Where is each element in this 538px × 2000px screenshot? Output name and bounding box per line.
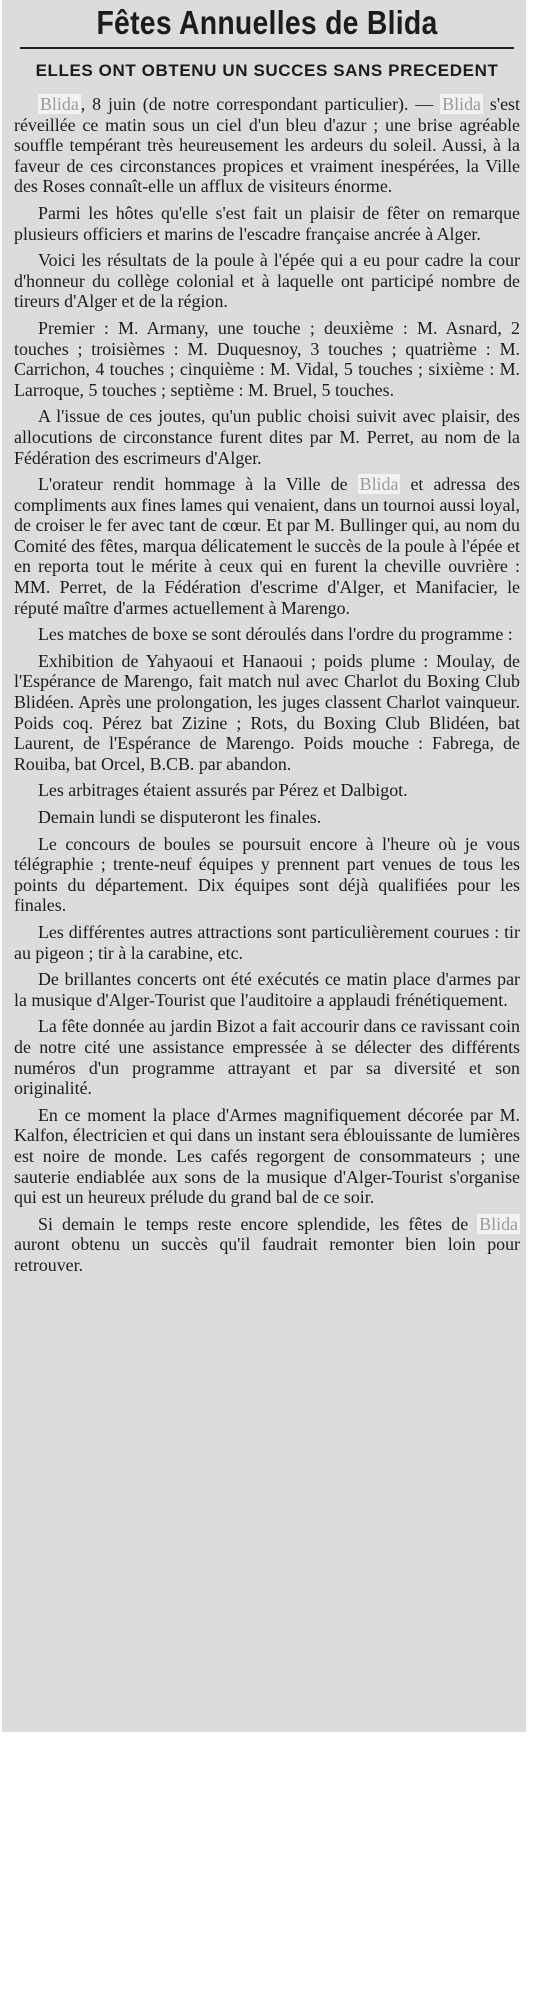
article-paragraph — [14, 834, 520, 916]
paragraph-text: Demain lundi se disputeront les finales. — [38, 807, 322, 827]
headline-rule — [20, 47, 514, 49]
article-paragraph — [14, 922, 520, 963]
paragraph-text: Les matches de boxe se sont déroulés dans l'ordre du programme : — [38, 624, 513, 645]
newspaper-clipping — [2, 0, 526, 1732]
place-name: Blida — [359, 474, 399, 495]
article-paragraph — [14, 94, 520, 197]
paragraph-text: Si demain le temps reste encore splendide, les fêtes de — [38, 1213, 478, 1234]
article-paragraph — [14, 624, 520, 645]
article-paragraph — [14, 250, 520, 312]
paragraph-text: s'est réveillée ce matin sous un ciel d'un bleu d'azur ; une brise agréable souffle tempérant très heureusement les ardeurs du soleil. Aussi, à la faveur de ces circonstances propices et vraiment inespérées, la Ville des Roses connaît-elle un afflux de visiteurs énorme. — [14, 94, 520, 197]
article-paragraph — [14, 1016, 520, 1098]
paragraph-text: De brillantes concerts ont été exécutés ce matin place d'armes par la musique d'Alger-Tourist que l'auditoire a applaudi frénétiquement. — [14, 969, 520, 1010]
article-paragraph — [14, 474, 520, 618]
article-paragraph — [14, 318, 520, 400]
article-paragraph — [14, 406, 520, 468]
article-paragraph — [14, 1214, 520, 1276]
article-body — [14, 94, 520, 1275]
place-name: Blida — [40, 94, 79, 114]
paragraph-text: Voici les résultats de la poule à l'épée qui a eu pour cadre la cour d'honneur du collège colonial et à laquelle ont participé nombre de tireurs d'Alger et de la région. — [14, 250, 520, 312]
headline-title: Fêtes Annuelles de Blida — [96, 4, 438, 41]
article-paragraph — [14, 651, 520, 775]
paragraph-text: Le concours de boules se poursuit encore à l'heure où je vous télégraphie ; trente-neuf équipes y prennent part venues de tous les points du département. Dix équipes sont déjà qualifiées pour les finales. — [14, 833, 520, 916]
place-name: Blida — [479, 1213, 518, 1234]
paragraph-text: , 8 juin (de notre correspondant particulier). — — [80, 94, 441, 114]
paragraph-text: Exhibition de Yahyaoui et Hanaoui ; poids plume : Moulay, de l'Espérance de Marengo, fait match nul avec Charlot du Boxing Club Blidéen. Après une prolongation, les juges classent Charlot vainqueur. Poids coq. Pérez bat Zizine ; Rots, du Boxing Club Blidéen, bat Laurent, de l'Espérance de Marengo. Poids mouche : Fabrega, de Rouiba, bat Orcel, B.CB. par abandon. — [14, 650, 520, 774]
article-paragraph — [14, 1105, 520, 1208]
paragraph-text: L'orateur rendit hommage à la Ville de — [38, 474, 358, 495]
paragraph-text: Les différentes autres attractions sont particulièrement courues : tir au pigeon ; tir à la carabine, etc. — [14, 921, 520, 963]
paragraph-text: En ce moment la place d'Armes magnifiquement décorée par M. Kalfon, électricien et qui dans un instant sera éblouissante de lumières est noire de monde. Les cafés regorgent de consommateurs ; une sauterie endiablée aux sons de la musique d'Alger-Tourist s'organise qui est un heureux prélude du grand bal de ce soir. — [14, 1104, 520, 1208]
place-name: Blida — [442, 94, 481, 114]
paragraph-text: Premier : M. Armany, une touche ; deuxième : M. Asnard, 2 touches ; troisièmes : M. Duquesnoy, 3 touches ; quatrième : M. Carrichon, 4 touches ; cinquième : M. Vidal, 5 touches ; sixième : M. Larroque, 5 touches ; septième : M. Bruel, 5 touches. — [14, 317, 520, 400]
article-paragraph — [14, 780, 520, 801]
paragraph-text: La fête donnée au jardin Bizot a fait accourir dans ce ravissant coin de notre cité une assistance empressée à se délecter des différents numéros d'un programme attrayant et par sa diversité et son originalité. — [14, 1016, 520, 1099]
paragraph-text: auront obtenu un succès qu'il faudrait remonter bien loin pour retrouver. — [14, 1234, 520, 1275]
paragraph-text: et adressa des compliments aux fines lames qui venaient, dans un tournoi aussi loyal, de croiser le fer avec tant de cœur. Et par M. Bullinger qui, au nom du Comité des fêtes, marqua délicatement le succès de la poule à l'épée et en reporta tout le mérite à ceux qui en furent la cheville ouvrière : MM. Perret, de la Fédération d'escrime d'Alger, et Manifacier, le réputé maître d'armes actuellement à Marengo. — [14, 474, 521, 618]
paragraph-text: A l'issue de ces joutes, qu'un public choisi suivit avec plaisir, des allocutions de circonstance furent dites par M. Perret, au nom de la Fédération des escrimeurs d'Alger. — [14, 406, 520, 468]
article-column — [14, 2, 520, 1281]
article-paragraph — [14, 969, 520, 1010]
article-paragraph — [14, 807, 520, 828]
headline-subtitle: ELLES ONT OBTENU UN SUCCES SANS PRECEDENT — [35, 61, 499, 80]
paragraph-text: Les arbitrages étaient assurés par Pérez et Dalbigot. — [38, 780, 408, 801]
paragraph-text: Parmi les hôtes qu'elle s'est fait un plaisir de fêter on remarque plusieurs officiers et marins de l'escadre française ancrée à Alger. — [14, 202, 520, 244]
article-paragraph — [14, 203, 520, 244]
